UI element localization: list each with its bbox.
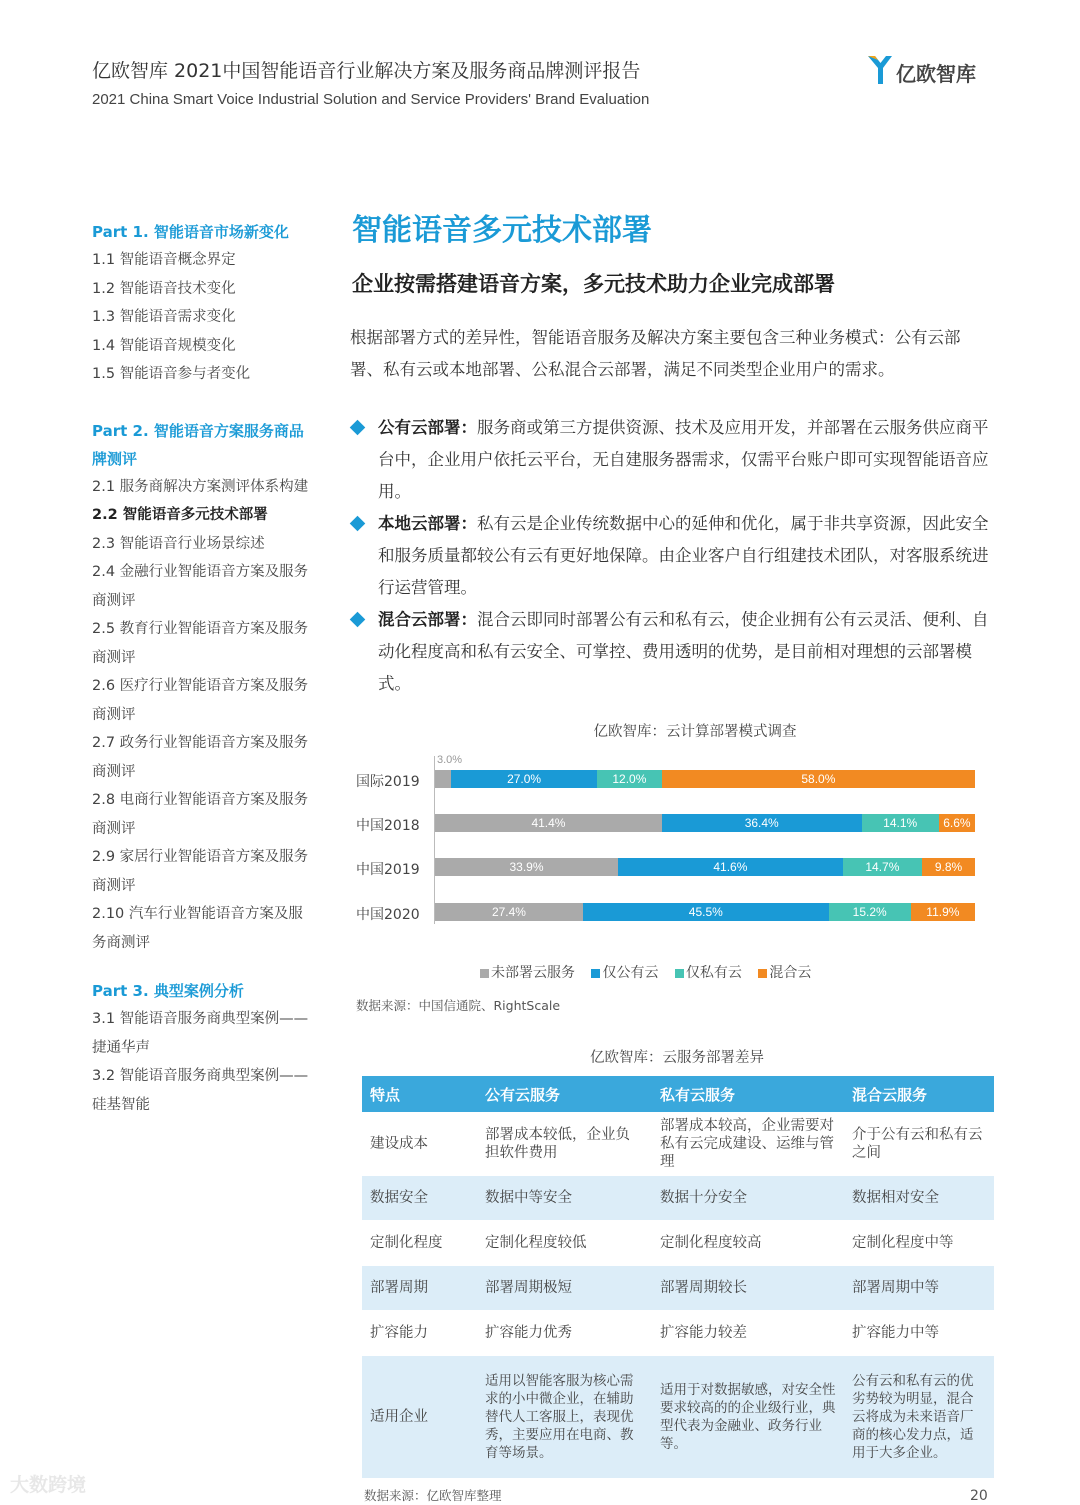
diamond-bullet-icon	[350, 612, 366, 628]
page-number: 20	[970, 1488, 988, 1504]
bullet-item	[350, 412, 990, 508]
table-cell: 定制化程度较低	[485, 1235, 587, 1251]
toc-item[interactable]: 2.6 医疗行业智能语音方案及服务商测评	[92, 678, 309, 723]
table-cell: 扩容能力中等	[852, 1325, 939, 1341]
chart-bar-segment: 14.1%	[862, 814, 939, 832]
logo-text: 亿欧智库	[896, 62, 976, 86]
brand-logo	[866, 52, 996, 92]
diamond-bullet-icon	[350, 420, 366, 436]
bullet-text: 私有云是企业传统数据中心的延伸和优化，属于非共享资源，因此安全和服务质量都较公有云有更好地保障。由企业客户自行组建技术团队，对客服系统进行运营管理。	[378, 514, 989, 597]
chart-bar-segment: 33.9%	[435, 858, 618, 876]
chart-bar-segment: 41.6%	[618, 858, 843, 876]
table-cell: 部署周期极短	[477, 1266, 652, 1310]
bullet-text: 混合云即同时部署公有云和私有云，使企业拥有公有云灵活、便利、自动化程度高和私有云安全、可掌控、费用透明的优势，是目前相对理想的云部署模式。	[378, 610, 989, 693]
table-cell: 介于公有云和私有云之间	[852, 1127, 983, 1161]
chart-bar-segment: 6.6%	[939, 814, 975, 832]
table-cell: 数据中等安全	[477, 1176, 652, 1220]
toc-item[interactable]: 3.2 智能语音服务商典型案例——硅基智能	[92, 1068, 309, 1113]
legend-swatch	[758, 969, 767, 978]
table-cell: 公有云和私有云的优劣势较为明显，混合云将成为未来语音厂商的核心发力点，适用于大多企业。	[844, 1356, 994, 1478]
table-cell: 扩容能力	[370, 1325, 428, 1341]
toc-item[interactable]: 2.7 政务行业智能语音方案及服务商测评	[92, 735, 309, 780]
bullet-term: 混合云部署：	[378, 610, 477, 629]
toc-item[interactable]: 2.9 家居行业智能语音方案及服务商测评	[92, 849, 309, 894]
table-header: 混合云服务	[844, 1076, 994, 1112]
toc-item[interactable]: 1.2 智能语音技术变化	[92, 280, 236, 297]
toc-item[interactable]: 1.4 智能语音规模变化	[92, 337, 236, 354]
table-cell: 部署周期	[362, 1266, 477, 1310]
toc-item[interactable]: 2.1 服务商解决方案测评体系构建	[92, 478, 309, 495]
toc-item[interactable]: 1.1 智能语音概念界定	[92, 252, 236, 268]
legend-swatch	[675, 969, 684, 978]
chart-bar-segment: 58.0%	[662, 770, 975, 788]
bullet-term: 公有云部署：	[378, 418, 477, 437]
table-row	[362, 1356, 994, 1478]
chart-bar-segment: 14.7%	[843, 858, 922, 876]
table-cell: 部署周期中等	[844, 1266, 994, 1310]
chart-bar-segment: 9.8%	[922, 858, 975, 876]
table-row	[362, 1220, 994, 1266]
legend-item: 仅公有云	[591, 965, 658, 981]
cloud-comparison-table	[362, 1076, 994, 1478]
table-source: 数据来源：亿欧智库整理	[364, 1488, 502, 1503]
toc-item[interactable]: 1.5 智能语音参与者变化	[92, 366, 251, 382]
chart-bar-segment: 15.2%	[829, 903, 911, 921]
table-cell: 数据相对安全	[844, 1176, 994, 1220]
table-cell: 数据安全	[362, 1176, 477, 1220]
toc-item[interactable]: 2.4 金融行业智能语音方案及服务商测评	[92, 564, 309, 609]
chart-title: 亿欧智库：云计算部署模式调查	[593, 724, 797, 740]
toc-item[interactable]: 1.3 智能语音需求变化	[92, 309, 236, 325]
table-cell: 适用以智能客服为核心需求的小中微企业，在辅助替代人工客服上，表现优秀，主要应用在电商、教育等场景。	[477, 1356, 652, 1478]
table-header: 公有云服务	[477, 1076, 652, 1112]
chart-bar-segment: 36.4%	[662, 814, 862, 832]
chart-bar-segment: 41.4%	[435, 814, 662, 832]
toc-item[interactable]: 2.5 教育行业智能语音方案及服务商测评	[92, 621, 309, 666]
table-cell: 扩容能力优秀	[485, 1325, 572, 1341]
table-cell: 扩容能力较差	[660, 1325, 747, 1341]
report-subtitle-en: 2021 China Smart Voice Industrial Solution and Service Providers' Brand Evaluation	[92, 91, 650, 108]
table-cell: 部署成本较高，企业需要对私有云完成建设、运维与管理	[660, 1118, 834, 1170]
toc-item[interactable]: 3.1 智能语音服务商典型案例——捷通华声	[92, 1011, 309, 1056]
chart-category-label: 中国2018	[356, 818, 420, 834]
chart-bar-segment	[435, 770, 451, 788]
sidebar-toc	[92, 218, 317, 1119]
table-cell: 定制化程度	[370, 1235, 443, 1251]
legend-item: 未部署云服务	[480, 965, 575, 981]
toc-part-3[interactable]: Part 3. 典型案例分析	[92, 982, 244, 1000]
deployment-bullets	[350, 412, 990, 700]
table-cell: 适用于对数据敏感，对安全性要求较高的的企业级行业，典型代表为金融业、政务行业等。	[652, 1356, 844, 1478]
report-title: 亿欧智库 2021中国智能语音行业解决方案及服务商品牌测评报告	[92, 60, 641, 82]
table-row	[362, 1310, 994, 1356]
legend-item: 混合云	[758, 965, 811, 981]
table-cell: 部署成本较低，企业负担软件费用	[485, 1127, 630, 1161]
chart-data-label: 3.0%	[437, 754, 463, 766]
chart-bar-segment: 12.0%	[597, 770, 662, 788]
toc-item[interactable]: 2.10 汽车行业智能语音方案及服务商测评	[92, 906, 303, 951]
legend-swatch	[591, 969, 600, 978]
diamond-bullet-icon	[350, 516, 366, 532]
legend-swatch	[480, 969, 489, 978]
table-row	[362, 1266, 994, 1310]
table-cell: 定制化程度较高	[660, 1235, 762, 1251]
bullet-item	[350, 604, 990, 700]
toc-item-active[interactable]: 2.2 智能语音多元技术部署	[92, 507, 268, 523]
watermark: 大数跨境	[10, 1474, 87, 1496]
chart-bar-segment: 11.9%	[911, 903, 975, 921]
table-cell: 定制化程度中等	[852, 1235, 954, 1251]
table-cell: 部署周期较长	[652, 1266, 844, 1310]
table-cell: 建设成本	[370, 1136, 428, 1152]
chart-category-label: 中国2020	[356, 907, 420, 923]
logo-mark-icon	[866, 52, 894, 86]
toc-item[interactable]: 2.3 智能语音行业场景综述	[92, 535, 265, 552]
chart-bar-segment: 27.4%	[435, 903, 583, 921]
table-cell: 适用企业	[362, 1356, 477, 1478]
chart-legend	[480, 962, 823, 982]
section-subtitle: 企业按需搭建语音方案，多元技术助力企业完成部署	[352, 272, 835, 296]
table-row	[362, 1176, 994, 1220]
table-header: 私有云服务	[652, 1076, 844, 1112]
legend-item: 仅私有云	[675, 965, 742, 981]
chart-category-label: 国际2019	[356, 774, 420, 790]
table-cell: 数据十分安全	[652, 1176, 844, 1220]
chart-bar-segment: 45.5%	[583, 903, 829, 921]
toc-part-1[interactable]: Part 1. 智能语音市场新变化	[92, 223, 289, 241]
chart-bar-segment: 27.0%	[451, 770, 597, 788]
toc-item[interactable]: 2.8 电商行业智能语音方案及服务商测评	[92, 792, 309, 837]
table-row	[362, 1112, 994, 1176]
section-title: 智能语音多元技术部署	[352, 213, 652, 248]
bullet-text: 服务商或第三方提供资源、技术及应用开发，并部署在云服务供应商平台中，企业用户依托云平台，无自建服务器需求，仅需平台账户即可实现智能语音应用。	[378, 418, 989, 501]
toc-part-2[interactable]: Part 2. 智能语音方案服务商品牌测评	[92, 421, 304, 468]
bullet-item	[350, 508, 990, 604]
table-header-row	[362, 1076, 994, 1112]
chart-category-label: 中国2019	[356, 862, 420, 878]
bullet-term: 本地云部署：	[378, 514, 477, 533]
chart-source: 数据来源：中国信通院、RightScale	[356, 998, 561, 1013]
table-header: 特点	[362, 1076, 477, 1112]
intro-paragraph: 根据部署方式的差异性，智能语音服务及解决方案主要包含三种业务模式：公有云部署、私有云或本地部署、公私混合云部署，满足不同类型企业用户的需求。	[350, 328, 961, 379]
table-title: 亿欧智库：云服务部署差异	[590, 1050, 764, 1066]
chart-axis-line	[434, 756, 435, 924]
